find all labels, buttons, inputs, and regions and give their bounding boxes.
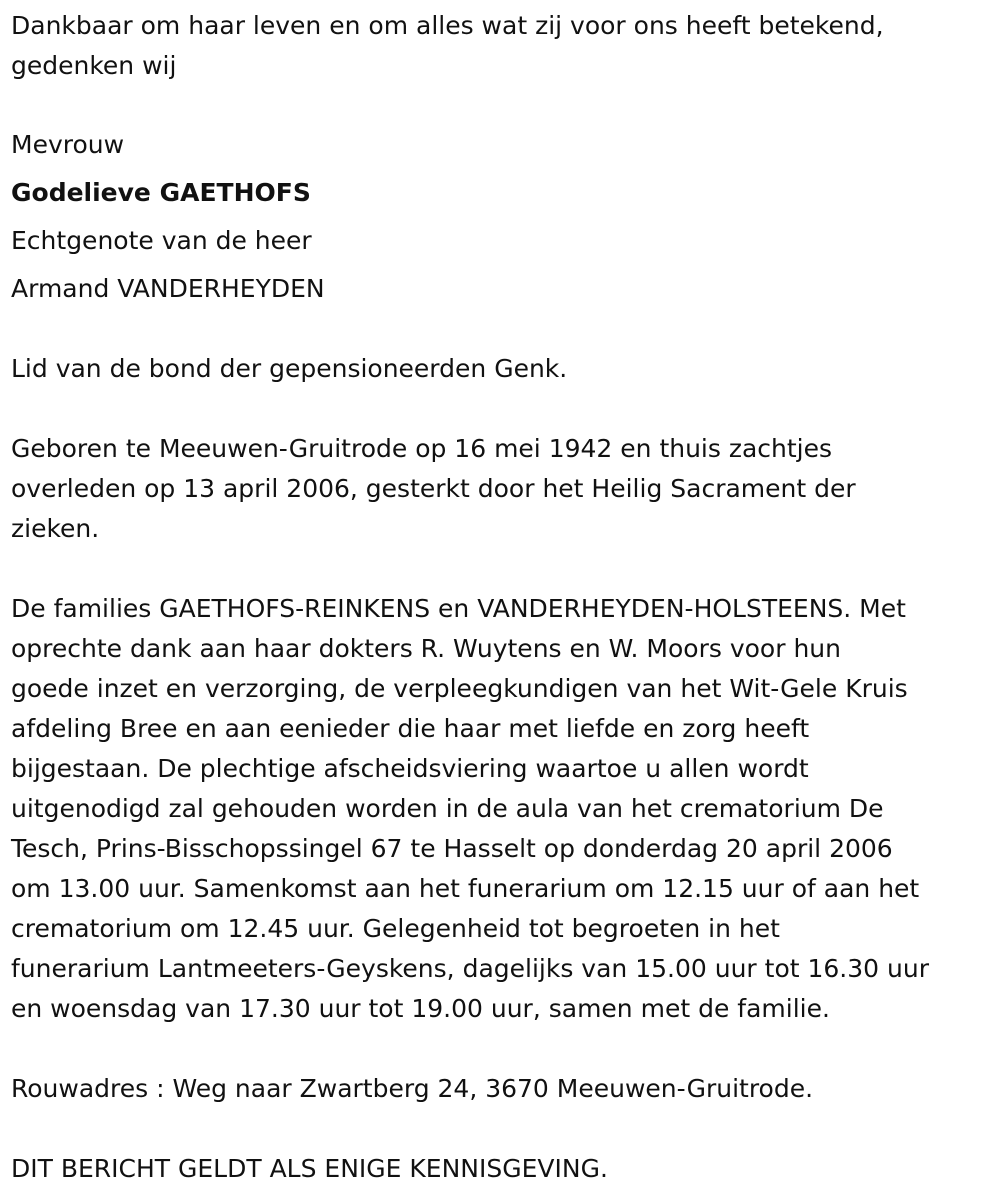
families-line: uitgenodigd zal gehouden worden in de aula van het crematorium De	[11, 794, 884, 823]
birth-death-line-1: Geboren te Meeuwen-Gruitrode op 16 mei 1942 en thuis zachtjes	[11, 434, 833, 463]
families-line: goede inzet en verzorging, de verpleegkundigen van het Wit-Gele Kruis	[11, 674, 908, 703]
families-line: en woensdag van 17.30 uur tot 19.00 uur, samen met de familie.	[11, 994, 830, 1023]
families-line: Tesch, Prins-Bisschopssingel 67 te Hasselt op donderdag 20 april 2006	[11, 834, 893, 863]
families-line: afdeling Bree en aan eenieder die haar met liefde en zorg heeft	[11, 714, 810, 743]
address-text: Rouwadres : Weg naar Zwartberg 24, 3670 Meeuwen-Gruitrode.	[11, 1074, 814, 1103]
families-line: oprechte dank aan haar dokters R. Wuytens en W. Moors voor hun	[11, 634, 841, 663]
families-line: om 13.00 uur. Samenkomst aan het funerarium om 12.15 uur of aan het	[11, 874, 920, 903]
intro-line-1: Dankbaar om haar leven en om alles wat zij voor ons heeft betekend,	[11, 11, 884, 40]
families-line: crematorium om 12.45 uur. Gelegenheid tot begroeten in het	[11, 914, 780, 943]
families-line: De families GAETHOFS-REINKENS en VANDERHEYDEN-HOLSTEENS. Met	[11, 594, 906, 623]
birth-death-line-2: overleden op 13 april 2006, gesterkt door het Heilig Sacrament der	[11, 474, 856, 503]
relation: Echtgenote van de heer	[11, 226, 312, 255]
membership-text: Lid van de bond der gepensioneerden Genk.	[11, 354, 568, 383]
intro-line-2: gedenken wij	[11, 51, 177, 80]
notice-text: DIT BERICHT GELDT ALS ENIGE KENNISGEVING.	[11, 1154, 608, 1183]
families-line: bijgestaan. De plechtige afscheidsviering waartoe u allen wordt	[11, 754, 809, 783]
families-line: funerarium Lantmeeters-Geyskens, dagelijks van 15.00 uur tot 16.30 uur	[11, 954, 929, 983]
deceased-name: Godelieve GAETHOFS	[11, 178, 311, 207]
salutation: Mevrouw	[11, 130, 125, 159]
spouse-name: Armand VANDERHEYDEN	[11, 274, 325, 303]
birth-death-line-3: zieken.	[11, 514, 100, 543]
